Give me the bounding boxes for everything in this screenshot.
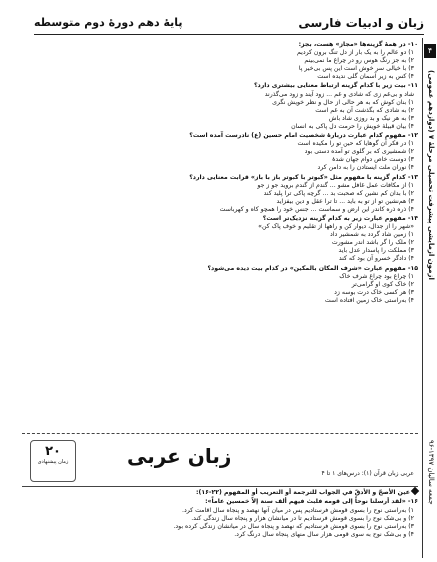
page-number: ۴ <box>424 44 436 58</box>
option: ۲) با بدان کم نشین که صحبت بد ... گرچه پاکی ترا پلید کند <box>263 189 414 197</box>
section-title: زبان عربی <box>127 444 232 468</box>
option: ۴) دادگر خسرو آن بود که کند <box>338 255 414 263</box>
subject-title: زبان و ادبیات فارسی <box>298 16 424 30</box>
side-exam-title: آزمون آزمایشی پیشرفت تحصیلی مرحلهٔ ۷ (دوازدهم عمومی) <box>427 70 435 280</box>
time-label: زمان پیشنهادی <box>37 459 69 465</box>
question-text: ۱۴- مفهوم عبارت زیر به کدام گزینه نزدیک‌تر است؟ <box>262 214 418 222</box>
question-block <box>22 82 418 131</box>
option: ۴) ذره ذره کاندر این ارض و سماست ... جنس خود را همچو کاه و کهرباست <box>219 205 414 213</box>
option: ۱) بنان کوش که به هر حالی از حال و نظر خویش نگری <box>272 98 414 106</box>
option: ۱) در فکر آن گوهایا که حین تو را مکیده است <box>297 140 414 148</box>
question-block <box>22 265 418 305</box>
questions-section <box>22 40 418 305</box>
question-text: ۱۰- در همهٔ گزینه‌ها «مجاز» هست، بجز: <box>298 41 418 48</box>
question-text: ۱۶- «لقد أرسلنا نوحاً إلی قومه فلبث فیهم ألف سنة إلاّ خمسین عاماً»: <box>205 498 418 506</box>
grade-title: پایهٔ دهم دورهٔ دوم متوسطه <box>34 16 183 29</box>
option: ۱) از مکافات عمل غافل مشو ... گندم از گندم بروید جو ز جو <box>257 181 414 189</box>
option: ۳) دوست خاص دوام جهان شدهٔ <box>332 156 414 164</box>
option: ۱) دو عالم را به یک بار از دل تنگ برون کردیم <box>296 49 414 57</box>
option: ۱) به‌راستی نوح را بسوی قومش فرستادیم پس در میان آنها نهصد و پنجاه سال اقامت کرد. <box>182 506 414 514</box>
option: ۱) زمین شاد گردد به شمشیر داد <box>330 231 414 239</box>
option: ۳) با خیالی سر خوش است این پس بی‌خیر پا <box>298 65 414 73</box>
lesson-range: عربی زبان قرآن (۱): درس‌های ۱ تا ۴ <box>321 470 414 477</box>
option: ۱) چراغ بود چراغ شرف خاک <box>339 272 414 280</box>
option: ۴) و بی‌شک نوح به سوی قومی هزار سال منهای پنجاه سال درنگ کرد. <box>234 531 414 539</box>
option: ۳) هر کسی خاک درت بوسه زد <box>334 288 414 296</box>
option: ۳) به هر نیک و بد روزی شاد باش <box>328 114 414 122</box>
question-block <box>22 215 418 264</box>
star-icon <box>411 487 419 495</box>
option: ۴) نوران ملت ایستادن را به دامن کرد <box>317 164 414 172</box>
time-badge <box>30 440 76 482</box>
question-block <box>22 132 418 172</box>
option: ۳) به‌راستی نوح را بسوی قومش فرستادیم که نهصد و پنجاه سال در میانشان زندگی کرده بود. <box>173 523 414 531</box>
option: ۲) ملک را گر باشد اندر مشورت <box>331 239 414 247</box>
instruction-text: عین الأصحّ و الأدقّ في الجواب للترجمة أو التعریب أو المفهوم (۲۲-۱۶): <box>196 489 410 496</box>
header-divider <box>34 34 424 35</box>
time-number: ۲۰ <box>45 444 61 459</box>
option: شاد و بی‌غم زی که شادی و غم ... زود آیند و زود می‌گذرند <box>264 90 414 98</box>
option: ۲) و بی‌شک نوح را بسوی قومش فرستادیم تا در میانشان هزار و پنجاه سال زندگی کند. <box>191 514 414 522</box>
option: «شهر را از جدال، دیوار کن و راهها از تقلیم و خوف پاک کن» <box>258 223 414 231</box>
question-text: ۱۱- بیت زیر با کدام گزینه ارتباط معنایی بیشتری دارد؟ <box>253 82 418 90</box>
question-text <box>22 488 418 497</box>
side-date: ۹۶-۱۳۹۷ جمعه سالیان <box>427 440 435 505</box>
section-banner <box>22 433 418 487</box>
question-text: ۱۳- کدام گزینه با مفهوم مثل «کبوتر با کبوتر باز با باز» قرابت معنایی دارد؟ <box>189 173 418 181</box>
question-block <box>22 41 418 81</box>
question-text: ۱۲- مفهوم کدام عبارت دربارهٔ شخصیت امام حسین (ع) نادرست آمده است؟ <box>189 132 418 140</box>
option: ۲) به شادی که بگذشت آن به غم است <box>315 106 414 114</box>
option: ۳) هم‌نشین تو از تو به باید ... تا ترا عقل و دین بیفزاید <box>276 197 414 205</box>
option: ۴) کس به زیر آسمان گلی ندیده است <box>317 73 414 81</box>
option: ۴) به‌راستی خاک زمین افتاده است <box>324 296 414 304</box>
option: ۲) شمشیری که بر گلوی تو آمده دستی بود <box>304 148 414 156</box>
option: ۴) بیان قبیلهٔ خویش را حرمت دل پاکی به انسان <box>291 122 414 130</box>
option: ۳) مملکت را پاسدار عدل باید <box>338 247 414 255</box>
arabic-section <box>22 487 418 540</box>
question-text: ۱۵- مفهوم عبارت «شرف المکان بالمکین» در کدام بیت دیده می‌شود؟ <box>207 264 418 272</box>
option: ۲) به جز رنگ هوس رو در چراغ ما نمی‌بینم <box>304 57 414 65</box>
question-block <box>22 174 418 214</box>
option: ۲) خاک کوی او گرامی‌تر <box>351 280 414 288</box>
